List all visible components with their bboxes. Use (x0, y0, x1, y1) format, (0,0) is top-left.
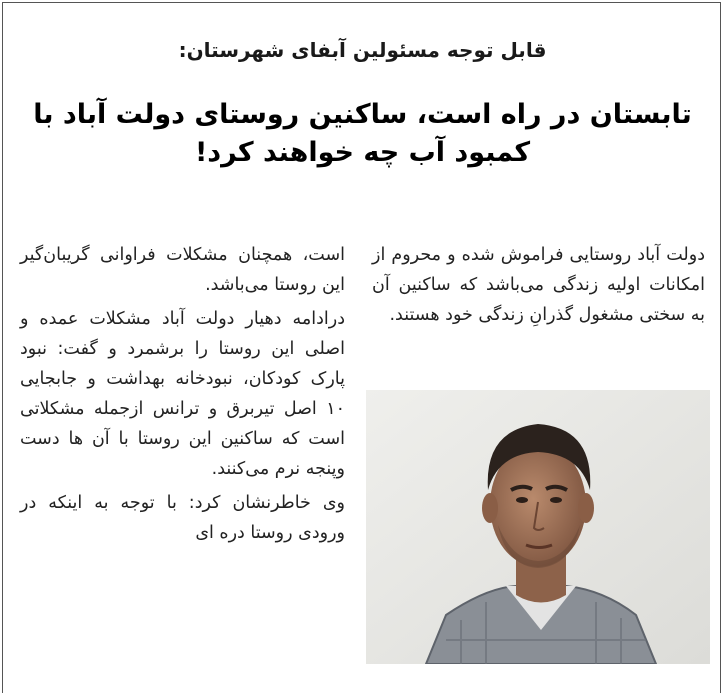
portrait-image (366, 390, 710, 664)
headline (30, 96, 695, 172)
portrait-photo (366, 390, 710, 664)
body-paragraph-1: است، همچنان مشکلات فراوانی گریبان‌گیر این روستا می‌باشد. (20, 245, 345, 295)
headline-line-2: کمبود آب چه خواهند کرد! (194, 137, 531, 168)
intro-paragraph: دولت آباد روستایی فراموش شده و محروم از امکانات اولیه زندگی می‌باشد که ساکنین آن به سختی مشغول گذرانِ زندگی خود هستند. (372, 245, 705, 325)
body-column (20, 240, 345, 548)
kicker-subtitle: قابل توجه مسئولین آبفای شهرستان: (178, 38, 547, 62)
body-paragraph-2: درادامه دهیار دولت آباد مشکلات عمده و اصلی این روستا را برشمرد و گفت: نبود پارک کودکان، نبودخانه بهداشت و جابجایی ۱۰ اصل تیربرق و ترانس ازجمله مشکلاتی است که ساکنین این روستا با آن ها دست وپنجه نرم می‌کنند. (20, 309, 345, 479)
body-paragraph-3: وی خاطرنشان کرد: با توجه به اینکه در ورودی روستا دره ای (20, 493, 345, 543)
intro-column (372, 240, 705, 330)
headline-line-1: تابستان در راه است، ساکنین روستای دولت آباد با (33, 99, 692, 130)
